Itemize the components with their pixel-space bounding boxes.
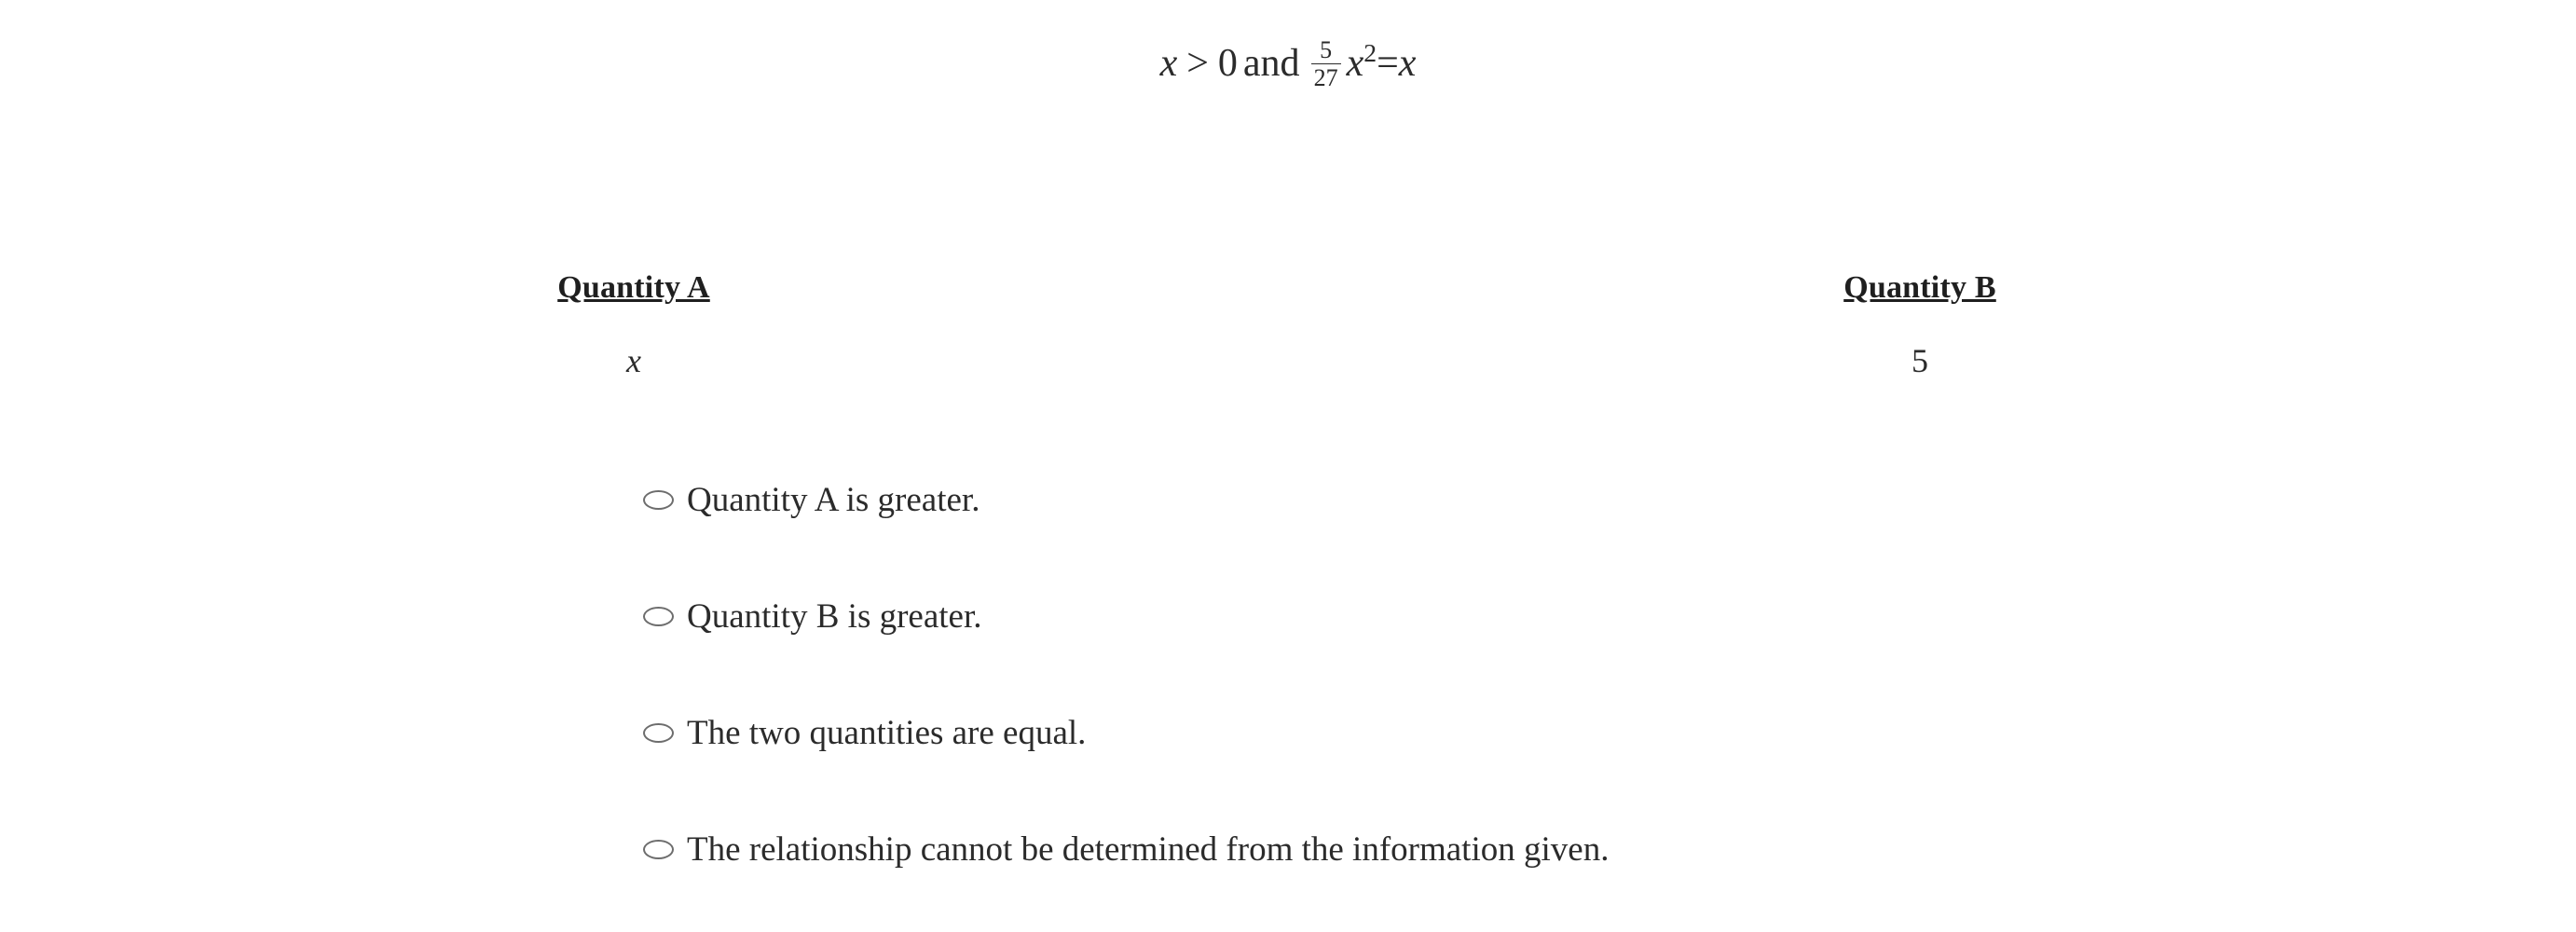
radio-button-icon[interactable] (643, 840, 674, 859)
answer-choice-label: The two quantities are equal. (687, 713, 1087, 752)
stem-condition-value: 0 (1217, 41, 1238, 85)
answer-choice-list (643, 466, 2414, 932)
answer-choice-label: The relationship cannot be determined from the information given. (687, 829, 1610, 869)
equation-equals: = (1377, 41, 1399, 85)
radio-button-icon[interactable] (643, 723, 674, 743)
quantity-b-header: Quantity B (1843, 270, 1996, 305)
stem-relation: > (1186, 41, 1209, 85)
equation-exponent: 2 (1363, 37, 1377, 67)
equation-right-side: x (1398, 41, 1417, 85)
fraction-denominator: 27 (1311, 63, 1341, 90)
quantity-a-column (419, 270, 848, 380)
quantity-a-value: x (626, 342, 641, 379)
answer-choice-2[interactable] (643, 582, 2414, 650)
quantity-a-header: Quantity A (557, 270, 710, 305)
radio-button-icon[interactable] (643, 607, 674, 626)
answer-choice-1[interactable] (643, 466, 2414, 533)
problem-stem (0, 37, 2576, 91)
answer-choice-label: Quantity A is greater. (687, 480, 980, 519)
answer-choice-3[interactable] (643, 699, 2414, 766)
quantity-comparison (0, 270, 2576, 391)
quantity-b-value: 5 (1911, 342, 1928, 379)
stem-variable: x (1159, 41, 1178, 85)
stem-fraction (1311, 37, 1341, 91)
quantity-b-column (1706, 270, 2134, 380)
stem-conjunction: and (1242, 41, 1300, 85)
answer-choice-label: Quantity B is greater. (687, 596, 982, 636)
stem-expression (1159, 36, 1417, 92)
equation-variable: x (1346, 41, 1364, 85)
fraction-numerator: 5 (1320, 36, 1333, 63)
answer-choice-4[interactable] (643, 816, 2414, 883)
radio-button-icon[interactable] (643, 490, 674, 510)
